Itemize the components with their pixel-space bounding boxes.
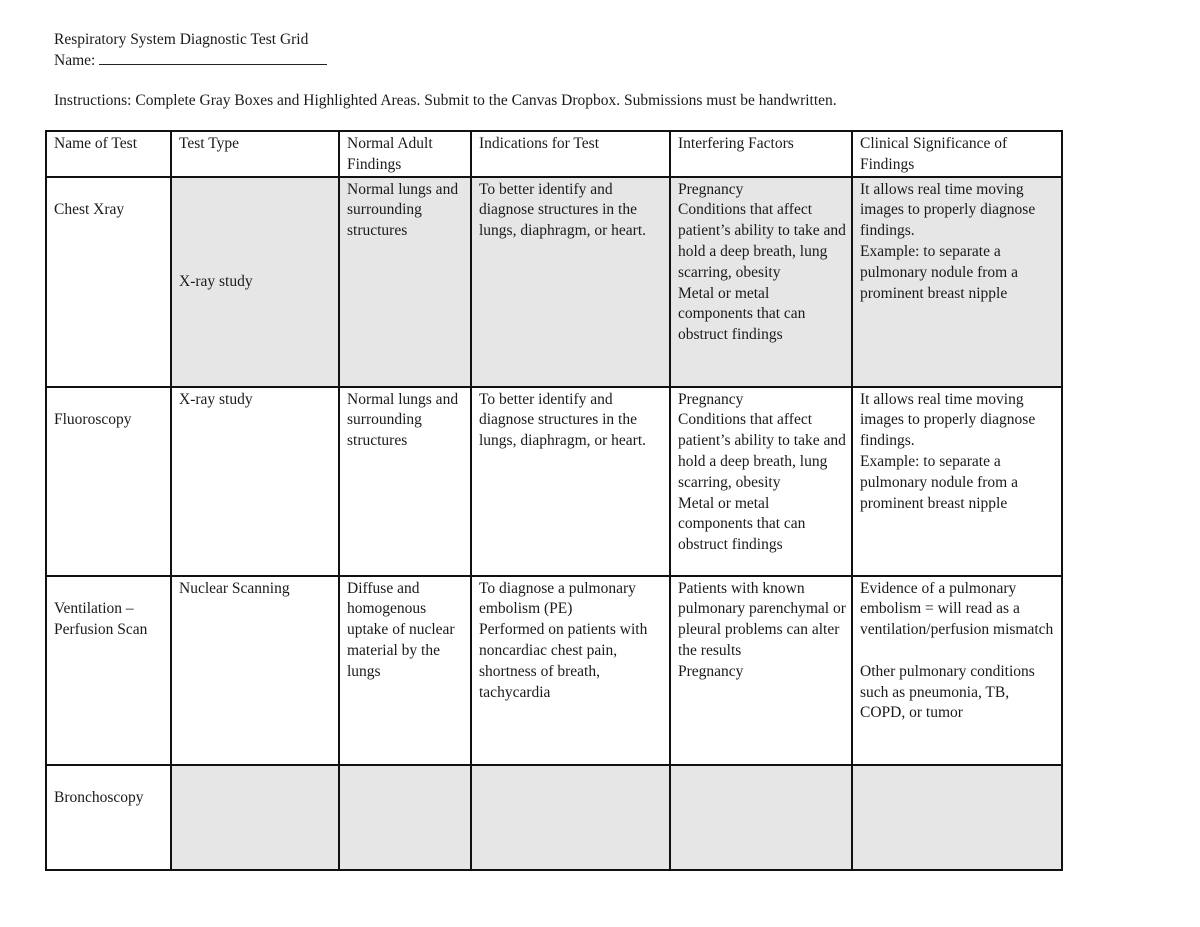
interfering-text: Pregnancy [678,180,744,198]
normal-findings-cell: Normal lungs and surrounding structures [339,387,471,576]
instructions: Instructions: Complete Gray Boxes and Highlighted Areas. Submit to the Canvas Dropbox. Submissions must be handwritten. [54,92,837,109]
significance-cell [852,576,1062,765]
interfering-text: Conditions that affect patient’s ability to take and hold a deep breath, lung scarring, obesity [678,411,846,491]
interfering-cell [670,576,852,765]
table-row [46,177,1062,387]
test-type-cell [171,177,339,387]
test-name: Ventilation – Perfusion Scan [54,600,148,639]
significance-text: Other pulmonary conditions such as pneumonia, TB, COPD, or tumor [860,662,1035,722]
test-name-cell [46,177,171,387]
table-row [46,576,1062,765]
normal-findings-cell [339,765,471,870]
indications-cell [471,177,670,387]
normal-findings-cell: Diffuse and homogenous uptake of nuclear material by the lungs [339,576,471,765]
header-row [46,131,1062,177]
significance-cell [852,387,1062,576]
indications-cell [471,576,670,765]
document-header [54,30,327,71]
interfering-text: Patients with known pulmonary parenchymal or pleural problems can alter the results [678,579,846,659]
name-field [54,50,327,71]
table-row [46,765,1062,870]
interfering-cell [670,765,852,870]
table-row [46,387,1062,576]
interfering-text: Metal or metal components that can obstruct findings [678,494,806,554]
column-header: Clinical Significance of Findings [852,131,1062,177]
indications-text: To diagnose a pulmonary embolism (PE) [479,579,636,618]
test-type-cell [171,765,339,870]
document-title: Respiratory System Diagnostic Test Grid [54,31,309,48]
test-type-cell: Nuclear Scanning [171,576,339,765]
indications-text: To better identify and diagnose structures in the lungs, diaphragm, or heart. [479,180,647,240]
test-type: X-ray study [179,273,253,291]
column-header: Normal Adult Findings [339,131,471,177]
indications-text: To better identify and diagnose structures in the lungs, diaphragm, or heart. [479,390,647,450]
test-name-cell [46,387,171,576]
interfering-text: Pregnancy [678,662,744,680]
interfering-cell [670,387,852,576]
test-name: Chest Xray [54,201,125,219]
interfering-text: Conditions that affect patient’s ability to take and hold a deep breath, lung scarring, obesity [678,201,846,281]
significance-text: Evidence of a pulmonary embolism = will read as a ventilation/perfusion mismatch [860,579,1054,639]
name-blank-line [99,50,327,65]
diagnostic-test-grid [45,130,1063,871]
interfering-cell [670,177,852,387]
interfering-text: Pregnancy [678,390,744,408]
column-header: Interfering Factors [670,131,852,177]
significance-cell [852,177,1062,387]
test-type-cell: X-ray study [171,387,339,576]
significance-text: It allows real time moving images to properly diagnose findings. [860,180,1036,240]
test-name-cell [46,765,171,870]
interfering-text: Metal or metal components that can obstruct findings [678,284,806,344]
significance-text: Example: to separate a pulmonary nodule from a prominent breast nipple [860,242,1018,302]
paragraph-gap [860,641,1057,662]
indications-cell [471,387,670,576]
indications-cell [471,765,670,870]
name-label: Name: [54,52,96,69]
significance-text: Example: to separate a pulmonary nodule from a prominent breast nipple [860,452,1018,512]
normal-findings-cell: Normal lungs and surrounding structures [339,177,471,387]
column-header: Test Type [171,131,339,177]
column-header: Indications for Test [471,131,670,177]
test-name: Bronchoscopy [54,789,144,807]
significance-cell [852,765,1062,870]
test-name-cell [46,576,171,765]
indications-text: Performed on patients with noncardiac chest pain, shortness of breath, tachycardia [479,621,648,701]
significance-text: It allows real time moving images to properly diagnose findings. [860,390,1036,450]
column-header: Name of Test [46,131,171,177]
test-name: Fluoroscopy [54,411,132,429]
